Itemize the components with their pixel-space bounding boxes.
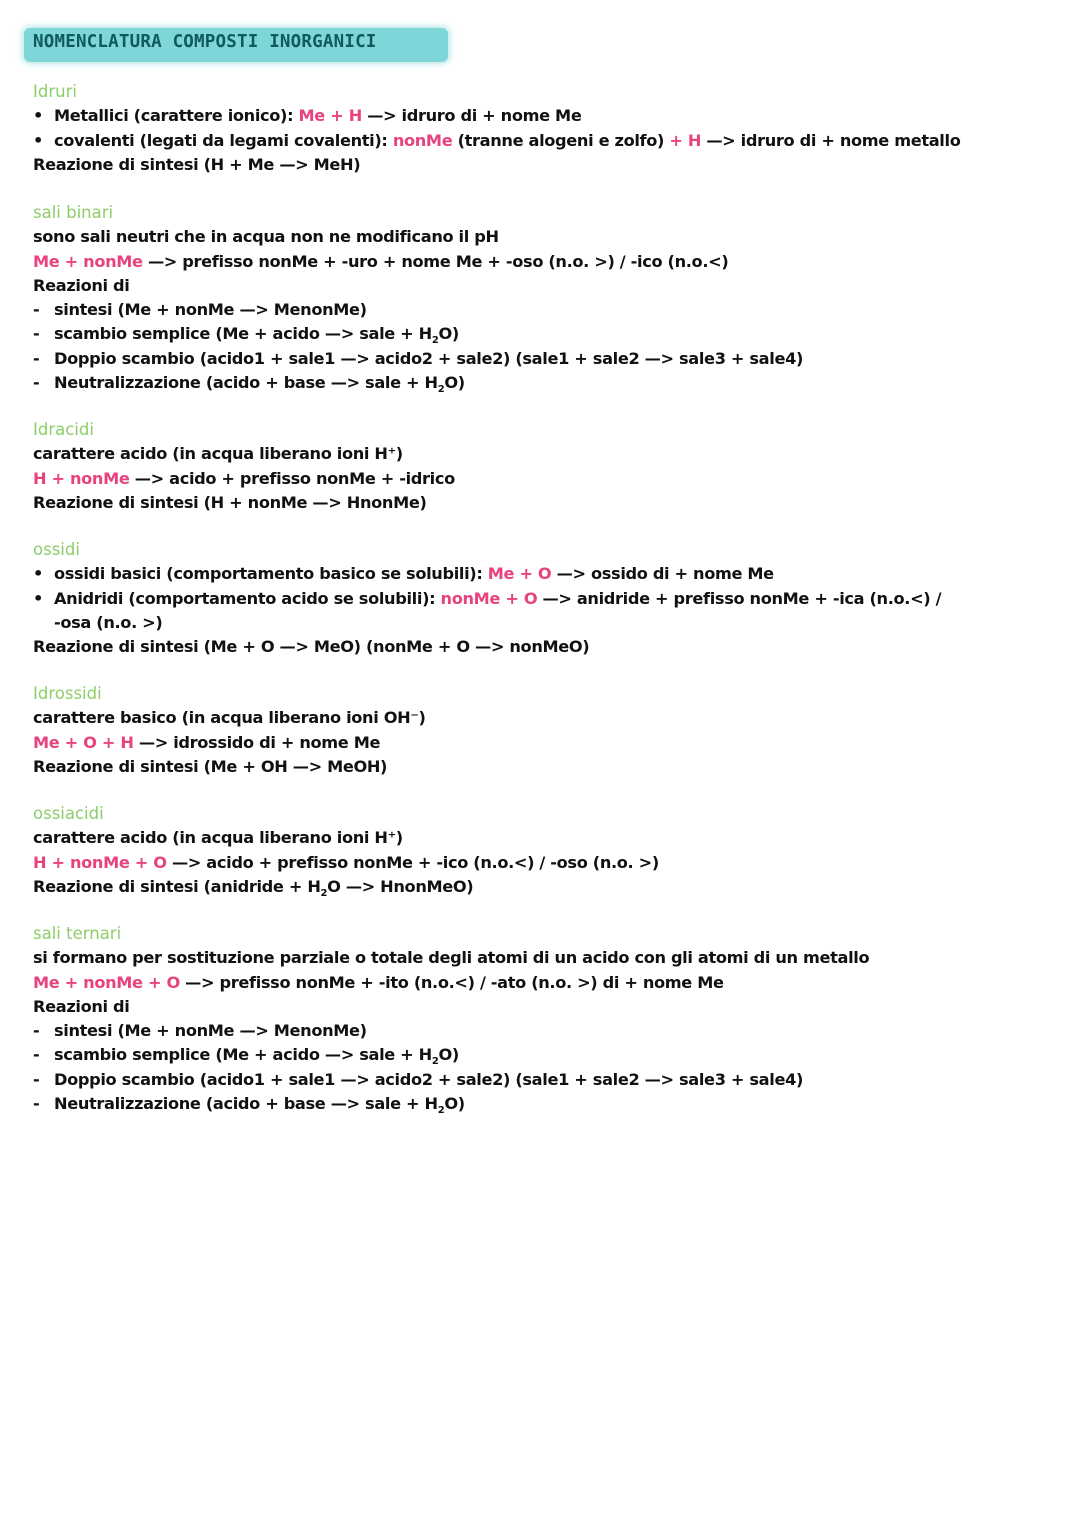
section-heading: sali binari [33,203,114,222]
bullet-icon: • [33,106,43,126]
list-item: • Metallici (carattere ionico): Me + H —> idruro di + nome Me [33,104,1053,128]
formula-line: H + nonMe + O —> acido + prefisso nonMe + -ico (n.o.<) / -oso (n.o. >) [33,852,659,872]
dash-icon: - [33,348,40,368]
section-heading: sali ternari [33,924,122,943]
list-item: • covalenti (legati da legami covalenti): nonMe (tranne alogeni e zolfo) + H —> idruro di + nome metallo [33,129,1053,153]
formula: nonMe + O [440,588,538,608]
list-item: - scambio semplice (Me + acido —> sale + $H_2O$) [33,1045,459,1068]
formula: Me + O [487,564,552,584]
list-item-continuation: -osa (n.o. >) [54,612,163,632]
section-heading: ossidi [33,540,80,559]
synthesis-reaction: Reazione di sintesi (anidride + $H_2O$ —> HnonMeO) [33,876,474,900]
synthesis-reaction: Reazione di sintesi (H + Me —> MeH) [33,154,361,174]
description: carattere basico (in acqua liberano ioni OH⁻) [33,708,426,728]
dash-icon: - [33,1069,40,1089]
list-item: - scambio semplice (Me + acido —> sale + $H_2O$) [33,324,459,347]
page-title: NOMENCLATURA COMPOSTI INORGANICI [33,32,377,52]
formula-line: Me + O + H —> idrossido di + nome Me [33,732,381,752]
section-heading: Idrossidi [33,684,102,703]
bullet-icon: • [33,588,43,608]
description: carattere acido (in acqua liberano ioni H⁺) [33,444,403,464]
section-sali-ternari [33,922,1053,1116]
description: sono sali neutri che in acqua non ne modificano il pH [33,227,499,247]
formula: Me + O + H [33,732,134,752]
formula: nonMe [392,130,453,150]
dash-icon: - [33,324,40,344]
bullet-icon: • [33,130,43,150]
formula: Me + nonMe + O [33,972,180,992]
formula: H + nonMe + O [33,852,167,872]
section-idruri [33,80,1053,177]
formula-line: Me + nonMe + O —> prefisso nonMe + -ito (n.o.<) / -ato (n.o. >) di + nome Me [33,972,724,992]
formula: Me + nonMe [33,251,143,271]
description: carattere acido (in acqua liberano ioni H⁺) [33,828,403,848]
section-heading: Idruri [33,82,77,101]
reactions-label: Reazioni di [33,996,130,1016]
section-heading: ossiacidi [33,804,104,823]
list-item: • ossidi basici (comportamento basico se solubili): Me + O —> ossido di + nome Me [33,562,1053,586]
section-sali-binari [33,201,1053,395]
bullet-icon: • [33,564,43,584]
list-item: - Doppio scambio (acido1 + sale1 —> acido2 + sale2) (sale1 + sale2 —> sale3 + sale4) [33,347,1053,371]
reactions-label: Reazioni di [33,275,130,295]
description: si formano per sostituzione parziale o totale degli atomi di un acido con gli atomi di un metallo [33,948,870,968]
dash-icon: - [33,373,40,393]
synthesis-reaction: Reazione di sintesi (Me + OH —> MeOH) [33,756,388,776]
list-item: - Neutralizzazione (acido + base —> sale + $H_2O$) [33,1094,465,1117]
section-idracidi [33,418,1053,515]
list-item: • Anidridi (comportamento acido se solubili): nonMe + O —> anidride + prefisso nonMe + -ica (n.o.<) / [33,587,1053,611]
dash-icon: - [33,1021,40,1041]
section-heading: Idracidi [33,420,94,439]
section-idrossidi [33,682,1053,779]
section-ossiacidi [33,802,1053,899]
formula: Me + H [298,106,362,126]
formula-line: H + nonMe —> acido + prefisso nonMe + -idrico [33,468,455,488]
formula: H + nonMe [33,468,130,488]
synthesis-reaction: Reazione di sintesi (Me + O —> MeO) (nonMe + O —> nonMeO) [33,637,590,657]
section-ossidi [33,538,1053,659]
list-item: - Neutralizzazione (acido + base —> sale + $H_2O$) [33,373,465,396]
dash-icon: - [33,300,40,320]
dash-icon: - [33,1045,40,1065]
dash-icon: - [33,1094,40,1114]
formula: + H [669,130,702,150]
synthesis-reaction: Reazione di sintesi (H + nonMe —> HnonMe) [33,492,427,512]
list-item: - sintesi (Me + nonMe —> MenonMe) [33,298,1053,322]
list-item: - sintesi (Me + nonMe —> MenonMe) [33,1019,1053,1043]
formula-line: Me + nonMe —> prefisso nonMe + -uro + nome Me + -oso (n.o. >) / -ico (n.o.<) [33,251,729,271]
list-item: - Doppio scambio (acido1 + sale1 —> acido2 + sale2) (sale1 + sale2 —> sale3 + sale4) [33,1068,1053,1092]
